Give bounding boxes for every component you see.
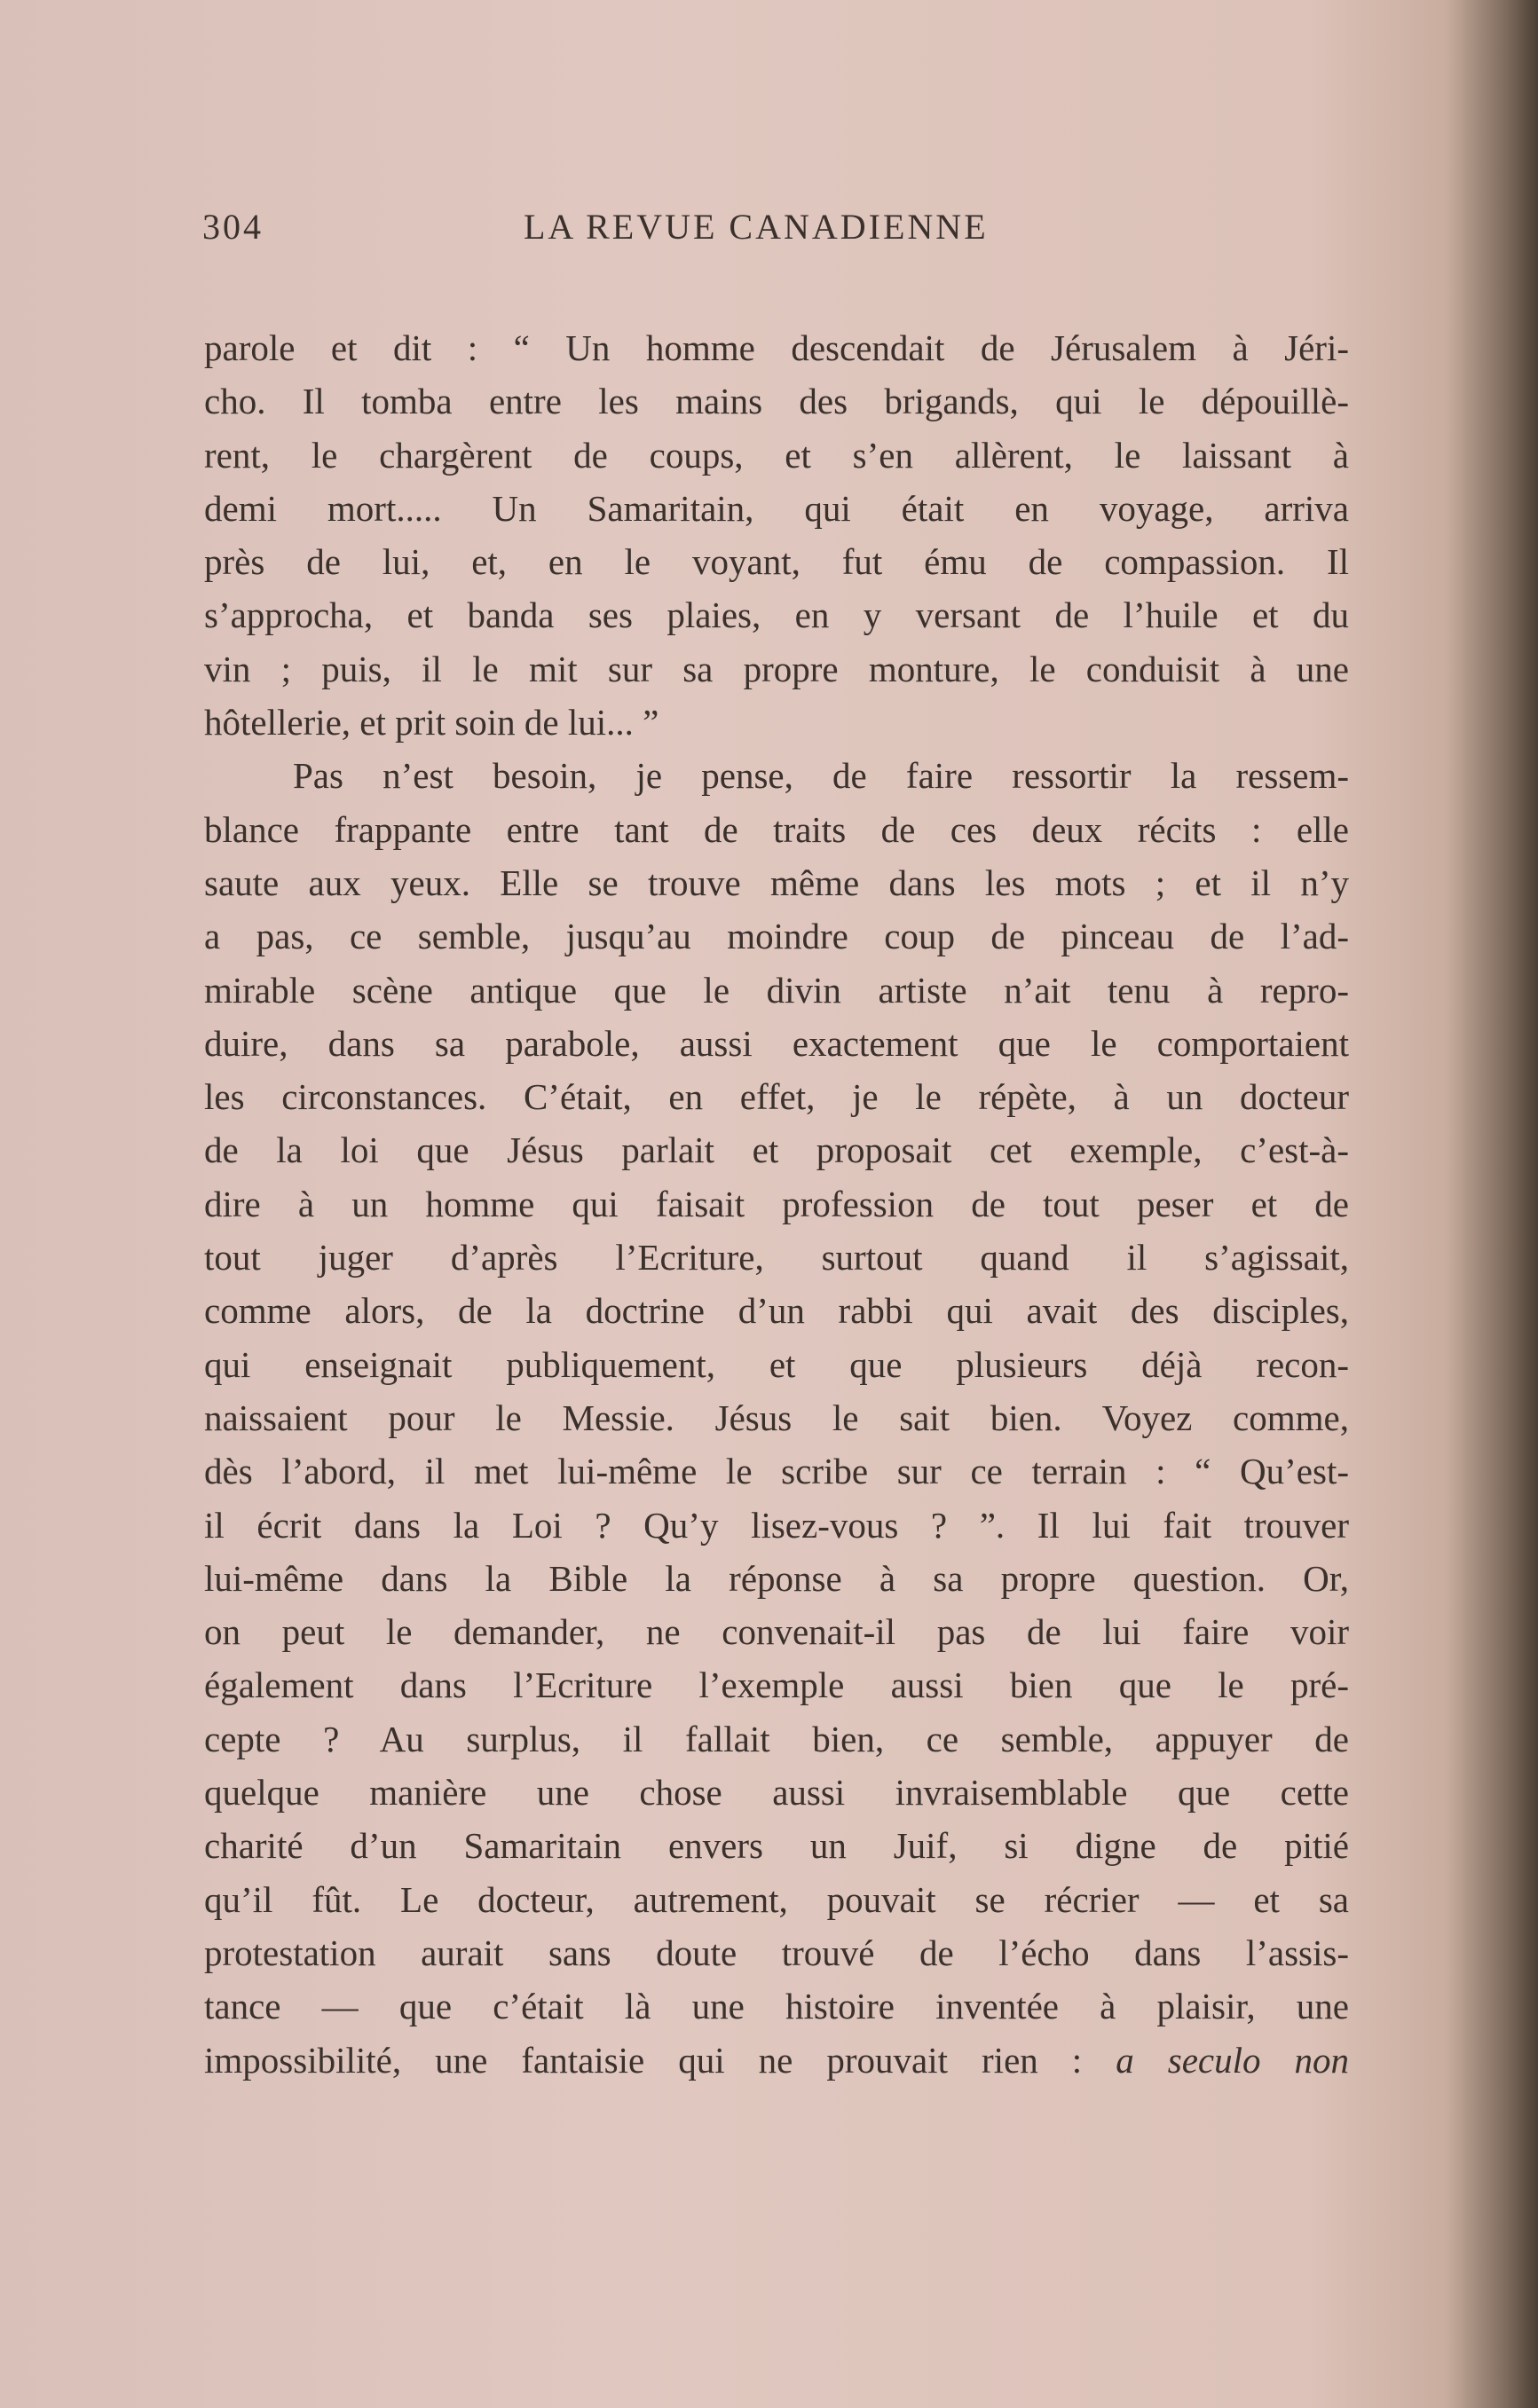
text-line: protestation aurait sans doute trouvé de l’écho dans l’assis-: [204, 1932, 1349, 1973]
text-line: il écrit dans la Loi ? Qu’y lisez-vous ? ”. Il lui fait trouver: [204, 1504, 1349, 1546]
text-line: dès l’abord, il met lui-même le scribe sur ce terrain : “ Qu’est-: [204, 1451, 1349, 1492]
text-line: cepte ? Au surplus, il fallait bien, ce semble, appuyer de: [204, 1718, 1349, 1759]
text-line-final: [204, 2034, 1349, 2087]
final-line-text: impossibilité, une fantaisie qui ne prouvait rien :: [204, 2039, 1083, 2081]
text-line: lui-même dans la Bible la réponse à sa propre question. Or,: [204, 1557, 1349, 1599]
text-line: on peut le demander, ne convenait-il pas de lui faire voir: [204, 1611, 1349, 1653]
text-line: mirable scène antique que le divin artiste n’ait tenu à repro-: [204, 969, 1349, 1011]
text-line: cho. Il tomba entre les mains des brigands, qui le dépouillè-: [204, 381, 1349, 422]
text-line: dire à un homme qui faisait profession de tout peser et de: [204, 1183, 1349, 1224]
text-line: duire, dans sa parabole, aussi exactement que le comportaient: [204, 1022, 1349, 1064]
text-line: rent, le chargèrent de coups, et s’en allèrent, le laissant à: [204, 434, 1349, 476]
text-line: tance — que c’était là une histoire inventée à plaisir, une: [204, 1986, 1349, 2027]
text-line: comme alors, de la doctrine d’un rabbi qui avait des disciples,: [204, 1290, 1349, 1332]
text-line: tout juger d’après l’Ecriture, surtout quand il s’agissait,: [204, 1237, 1349, 1279]
paragraph-start-line: Pas n’est besoin, je pense, de faire ressortir la ressem-: [293, 755, 1349, 797]
body-text: [204, 321, 1349, 2087]
text-line: charité d’un Samaritain envers un Juif, si digne de pitié: [204, 1825, 1349, 1867]
text-line: qui enseignait publiquement, et que plusieurs déjà recon-: [204, 1343, 1349, 1385]
text-line: blance frappante entre tant de traits de ces deux récits : elle: [204, 808, 1349, 850]
text-line: naissaient pour le Messie. Jésus le sait bien. Voyez comme,: [204, 1397, 1349, 1438]
latin-phrase: a seculo non: [1116, 2039, 1349, 2081]
text-line: près de lui, et, en le voyant, fut ému de compassion. Il: [204, 541, 1349, 583]
text-line: s’approcha, et banda ses plaies, en y versant de l’huile et du: [204, 594, 1349, 636]
text-line: a pas, ce semble, jusqu’au moindre coup de pinceau de l’ad-: [204, 916, 1349, 957]
text-line: les circonstances. C’était, en effet, je le répète, à un docteur: [204, 1076, 1349, 1118]
text-line: qu’il fût. Le docteur, autrement, pouvait se récrier — et sa: [204, 1878, 1349, 1920]
text-line: demi mort..... Un Samaritain, qui était en voyage, arriva: [204, 487, 1349, 529]
text-line: de la loi que Jésus parlait et proposait cet exemple, c’est-à-: [204, 1129, 1349, 1171]
text-line: quelque manière une chose aussi invraisemblable que cette: [204, 1772, 1349, 1814]
journal-title: LA REVUE CANADIENNE: [524, 207, 989, 247]
text-line: également dans l’Ecriture l’exemple aussi bien que le pré-: [204, 1664, 1349, 1706]
text-line: vin ; puis, il le mit sur sa propre monture, le conduisit à une: [204, 648, 1349, 689]
page-number: 304: [202, 207, 264, 247]
text-line: saute aux yeux. Elle se trouve même dans les mots ; et il n’y: [204, 862, 1349, 903]
text-line: hôtellerie, et prit soin de lui... ”: [204, 702, 659, 744]
running-head: [202, 206, 1019, 259]
text-line: parole et dit : “ Un homme descendait de Jérusalem à Jéri-: [204, 327, 1349, 368]
